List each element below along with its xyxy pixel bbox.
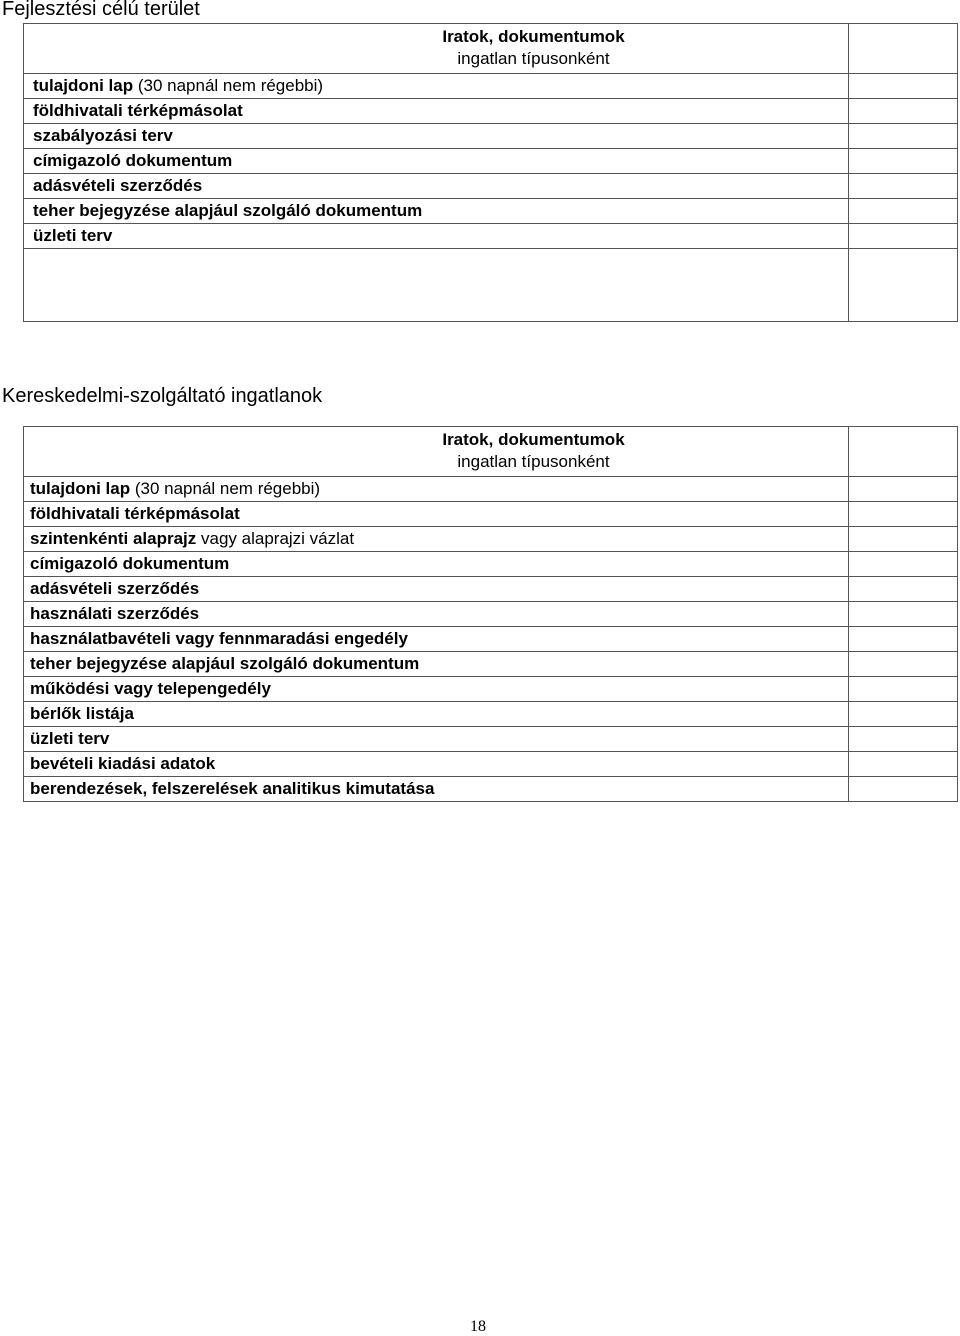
documents-table-fejlesztesi	[23, 23, 958, 322]
checkbox-cell	[849, 777, 958, 802]
table-row: adásvételi szerződés	[24, 577, 849, 602]
checkbox-cell	[849, 527, 958, 552]
table-row: bevételi kiadási adatok	[24, 752, 849, 777]
table-row: működési vagy telepengedély	[24, 677, 849, 702]
header-line-documents: Iratok, dokumentumok	[442, 430, 625, 449]
checkbox-cell	[849, 149, 958, 174]
checkbox-cell	[849, 477, 958, 502]
header-line-by-type: ingatlan típusonként	[457, 49, 610, 68]
checkbox-cell	[849, 652, 958, 677]
table-row: tulajdoni lap (30 napnál nem régebbi)	[24, 74, 849, 99]
checkbox-cell	[849, 602, 958, 627]
checkbox-cell	[849, 249, 958, 322]
checkbox-cell	[849, 224, 958, 249]
checkbox-cell	[849, 74, 958, 99]
documents-table-kereskedelmi	[23, 426, 958, 802]
checkbox-cell	[849, 727, 958, 752]
table-row: tulajdoni lap (30 napnál nem régebbi)	[24, 477, 849, 502]
section-title-fejlesztesi: Fejlesztési célú terület	[2, 0, 200, 20]
table-row: berendezések, felszerelések analitikus kimutatása	[24, 777, 849, 802]
table-row: üzleti terv	[24, 727, 849, 752]
table-header-cell	[24, 427, 849, 477]
checkbox-cell	[849, 552, 958, 577]
table-row: szabályozási terv	[24, 124, 849, 149]
header-line-by-type: ingatlan típusonként	[457, 452, 610, 471]
checkbox-cell	[849, 199, 958, 224]
page-number: 18	[470, 1318, 486, 1335]
table-row: szintenkénti alaprajz vagy alaprajzi vázlat	[24, 527, 849, 552]
checkbox-cell	[849, 577, 958, 602]
checkbox-cell	[849, 677, 958, 702]
table-row: bérlők listája	[24, 702, 849, 727]
table-row: használatbavételi vagy fennmaradási engedély	[24, 627, 849, 652]
empty-row	[24, 249, 849, 322]
checkbox-cell	[849, 174, 958, 199]
table-row: címigazoló dokumentum	[24, 149, 849, 174]
checkbox-cell	[849, 427, 958, 477]
table-row: teher bejegyzése alapjául szolgáló dokumentum	[24, 199, 849, 224]
table-row: használati szerződés	[24, 602, 849, 627]
checkbox-cell	[849, 99, 958, 124]
checkbox-cell	[849, 502, 958, 527]
checkbox-cell	[849, 124, 958, 149]
checkbox-cell	[849, 24, 958, 74]
section-title-kereskedelmi: Kereskedelmi-szolgáltató ingatlanok	[2, 385, 323, 407]
checkbox-cell	[849, 627, 958, 652]
table-row: címigazoló dokumentum	[24, 552, 849, 577]
table-row: üzleti terv	[24, 224, 849, 249]
table-row: földhivatali térképmásolat	[24, 502, 849, 527]
table-header-cell	[24, 24, 849, 74]
checkbox-cell	[849, 752, 958, 777]
table-row: földhivatali térképmásolat	[24, 99, 849, 124]
header-line-documents: Iratok, dokumentumok	[442, 27, 625, 46]
checkbox-cell	[849, 702, 958, 727]
table-row: teher bejegyzése alapjául szolgáló dokumentum	[24, 652, 849, 677]
table-row: adásvételi szerződés	[24, 174, 849, 199]
